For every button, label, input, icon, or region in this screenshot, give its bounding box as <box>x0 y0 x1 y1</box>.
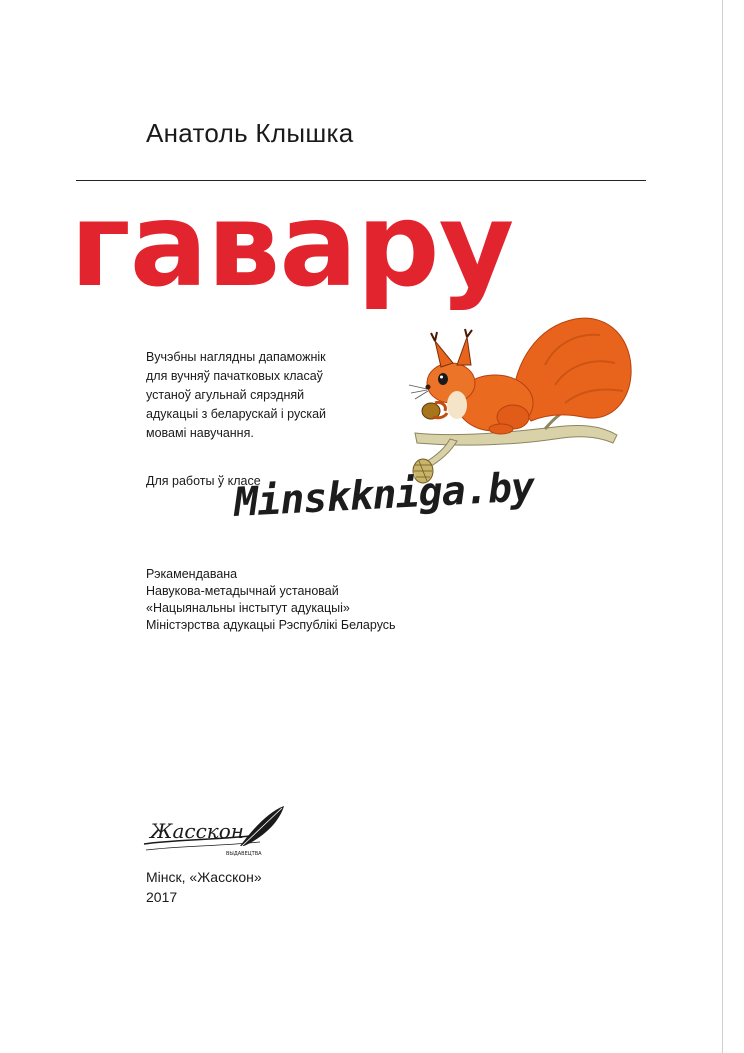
description-line: устаноў агульнай сярэдняй <box>146 388 305 402</box>
imprint-city-publisher: Мінск, «Жасскон» <box>146 869 262 885</box>
publisher-logo <box>140 800 290 862</box>
squirrel-illustration <box>395 305 635 490</box>
imprint-year: 2017 <box>146 889 178 905</box>
publisher-logo-subtext: ВЫДАВЕЦТВА <box>226 851 262 857</box>
watermark: Minskkniga.by <box>233 464 536 526</box>
recommendation-line: Навукова-метадычнай установай <box>146 584 339 598</box>
imprint <box>146 867 262 907</box>
recommendation-line: Рэкамендавана <box>146 567 238 581</box>
recommendation-line: Міністэрства адукацыі Рэспублікі Беларусь <box>146 618 396 632</box>
description-line: для вучняў пачатковых класаў <box>146 369 323 383</box>
recommendation-line: «Нацыянальны інстытут адукацыі» <box>146 601 350 615</box>
description-line: адукацыі з беларускай і рускай <box>146 407 327 421</box>
page-right-edge <box>722 0 723 1053</box>
author-name: Анатоль Клышка <box>146 118 354 148</box>
recommendation-block <box>146 566 396 634</box>
description-line: Вучэбны наглядны дапаможнік <box>146 350 326 364</box>
book-description <box>146 348 396 443</box>
book-title: гавару <box>70 178 514 313</box>
class-use-note: Для работы ў класе <box>146 474 261 488</box>
svg-text:Жасскон: Жасскон <box>150 819 244 843</box>
description-line: мовамі навучання. <box>146 426 254 440</box>
